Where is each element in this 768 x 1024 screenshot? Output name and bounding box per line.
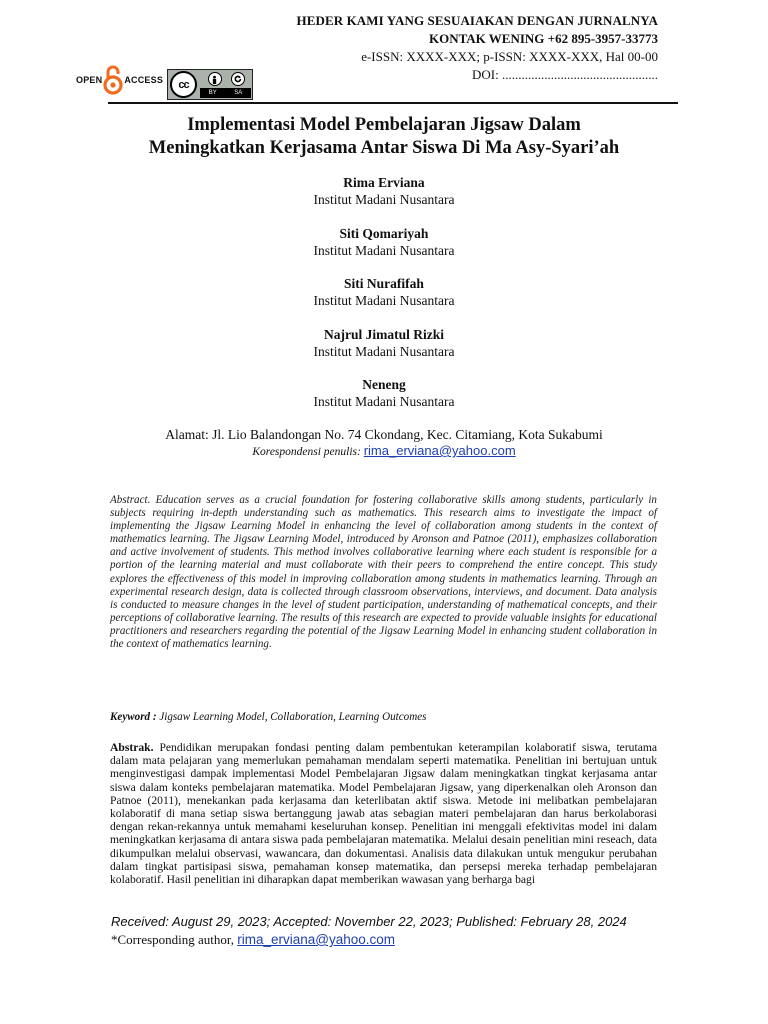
author-affiliation: Institut Madani Nusantara [313,293,455,308]
author-affiliation: Institut Madani Nusantara [313,192,455,207]
author-name: Siti Nurafifah [344,276,424,291]
cc-icon: cc [170,71,197,98]
corresponding-author-email-link[interactable]: rima_erviana@yahoo.com [237,932,395,947]
keywords-text: Jigsaw Learning Model, Collaboration, Learning Outcomes [159,711,427,723]
journal-header [297,12,658,84]
abstract-text: Education serves as a crucial foundation for fostering collaborative skills among students, particularly in subjects requiring in-depth understanding such as mathematics. This research aims to investigate the impact of implementing the Jigsaw Learning Model in enhancing the level of collaboration among students in the context of mathematics learning. The Jigsaw Learning Model, introduced by Aronson and Patnoe (2011), emphasizes collaboration and active involvement of students. This method involves collaborative learning where each student is responsible for a portion of the learning material and must collaborate with their peers to comprehend the entire concept. This study explores the effectiveness of this model in improving collaboration among students in mathematics learning. Through an experimental research design, data is collected through classroom observations, interviews, and document. Data analysis is conducted to measure changes in the level of student participation, understanding of mathematical concepts, and their perceptions of collaborative learning. The results of this research are expected to provide valuable insights for educational practitioners and researchers regarding the potential of the Jigsaw Learning Model in enhancing student collaboration in the context of mathematics learning. [110,494,657,651]
open-access-label-left: OPEN [76,75,103,85]
correspondence-line [100,443,668,460]
license-by-label: BY [208,90,217,96]
institution-address: Alamat: Jl. Lio Balandongan No. 74 Ckondang, Kec. Citamiang, Kota Sukabumi [165,427,603,442]
corresponding-author-label: *Corresponding author, [111,932,234,947]
author-block [100,326,668,377]
header-divider [108,102,678,104]
keywords [110,710,657,724]
abstrak-text: Pendidikan merupakan fondasi penting dalam pembentukan keterampilan kolaboratif siswa, terutama dalam mata pelajaran yang memerlukan pemahaman mendalam seperti matematika. Penelitian ini bertujuan untuk menginvestigasi dampak implementasi Model Pembelajaran Jigsaw dalam meningkatkan tingkat kerjasama antar siswa dalam konteks pembelajaran matematika. Model Pembelajaran Jigsaw, yang diperkenalkan oleh Aronson dan Patnoe (2011), menekankan pada kerjasama dan keterlibatan aktif siswa. Metode ini melibatkan pembelajaran kolaboratif di mana setiap siswa bertanggung jawab atas sebagian materi pembelajaran dan harus berkolaborasi dengan rekan-rekannya untuk memahami keseluruhan konsep. Penelitian ini menggali efektivitas model ini dalam meningkatkan kerjasama di antara siswa pada pembelajaran matematika. Melalui desain penelitian mini reseach, data dikumpulkan melalui observasi, wawancara, dan dokumentasi. Analisis data dilakukan untuk mengukur perubahan dalam tingkat partisipasi siswa, pemahaman konsep matematika, dan persepsi mereka terhadap pembelajaran kolaboratif. Hasil penelitian ini diharapkan dapat memberikan wawasan yang berharga bagi [110,741,658,887]
title-line-1: Implementasi Model Pembelajaran Jigsaw Dalam [187,115,581,135]
author-block [100,174,668,225]
author-name: Najrul Jimatul Rizki [324,326,444,342]
keywords-label: Keyword : [110,711,157,723]
author-block [100,225,668,276]
author-affiliation: Institut Madani Nusantara [313,242,455,258]
author-block [100,275,668,326]
sa-icon [231,72,245,86]
header-doi: DOI: ................................................ [472,67,658,82]
author-affiliation: Institut Madani Nusantara [313,394,455,409]
license-sa-label: SA [234,90,243,96]
open-access-logo [76,64,163,96]
open-access-lock-icon [103,64,123,96]
abstract-label: Abstract. [110,494,151,506]
header-contact: KONTAK WENING +62 895-3957-33773 [428,31,658,46]
author-block [100,376,668,427]
header-issn: e-ISSN: XXXX-XXX; p-ISSN: XXXX-XXX, Hal 00-00 [361,49,658,64]
received-dates: Received: August 29, 2023; Accepted: November 22, 2023; Published: February 28, 2024 [111,914,627,929]
author-name: Siti Qomariyah [339,225,429,241]
abstract-indonesian [110,741,657,886]
author-affiliation: Institut Madani Nusantara [313,343,455,359]
correspondence-email-link[interactable]: rima_erviana@yahoo.com [363,443,516,458]
by-icon [208,72,222,86]
abstract-english [110,494,657,651]
author-name: Rima Erviana [343,175,425,190]
license-label-strip [200,88,251,98]
author-list [100,174,668,427]
abstrak-label: Abstrak. [110,741,154,754]
open-access-label-right: ACCESS [124,75,164,85]
header-journal-name: HEDER KAMI YANG SESUAIAKAN DENGAN JURNALNYA [296,13,658,28]
author-name: Neneng [362,377,406,392]
paper-title [100,114,668,160]
corresponding-author-footnote [111,931,395,948]
correspondence-label: Korespondensi penulis: [252,446,361,458]
title-line-2: Meningkatkan Kerjasama Antar Siswa Di Ma Asy-Syari’ah [148,138,620,158]
cc-by-sa-license-badge[interactable] [167,69,253,100]
